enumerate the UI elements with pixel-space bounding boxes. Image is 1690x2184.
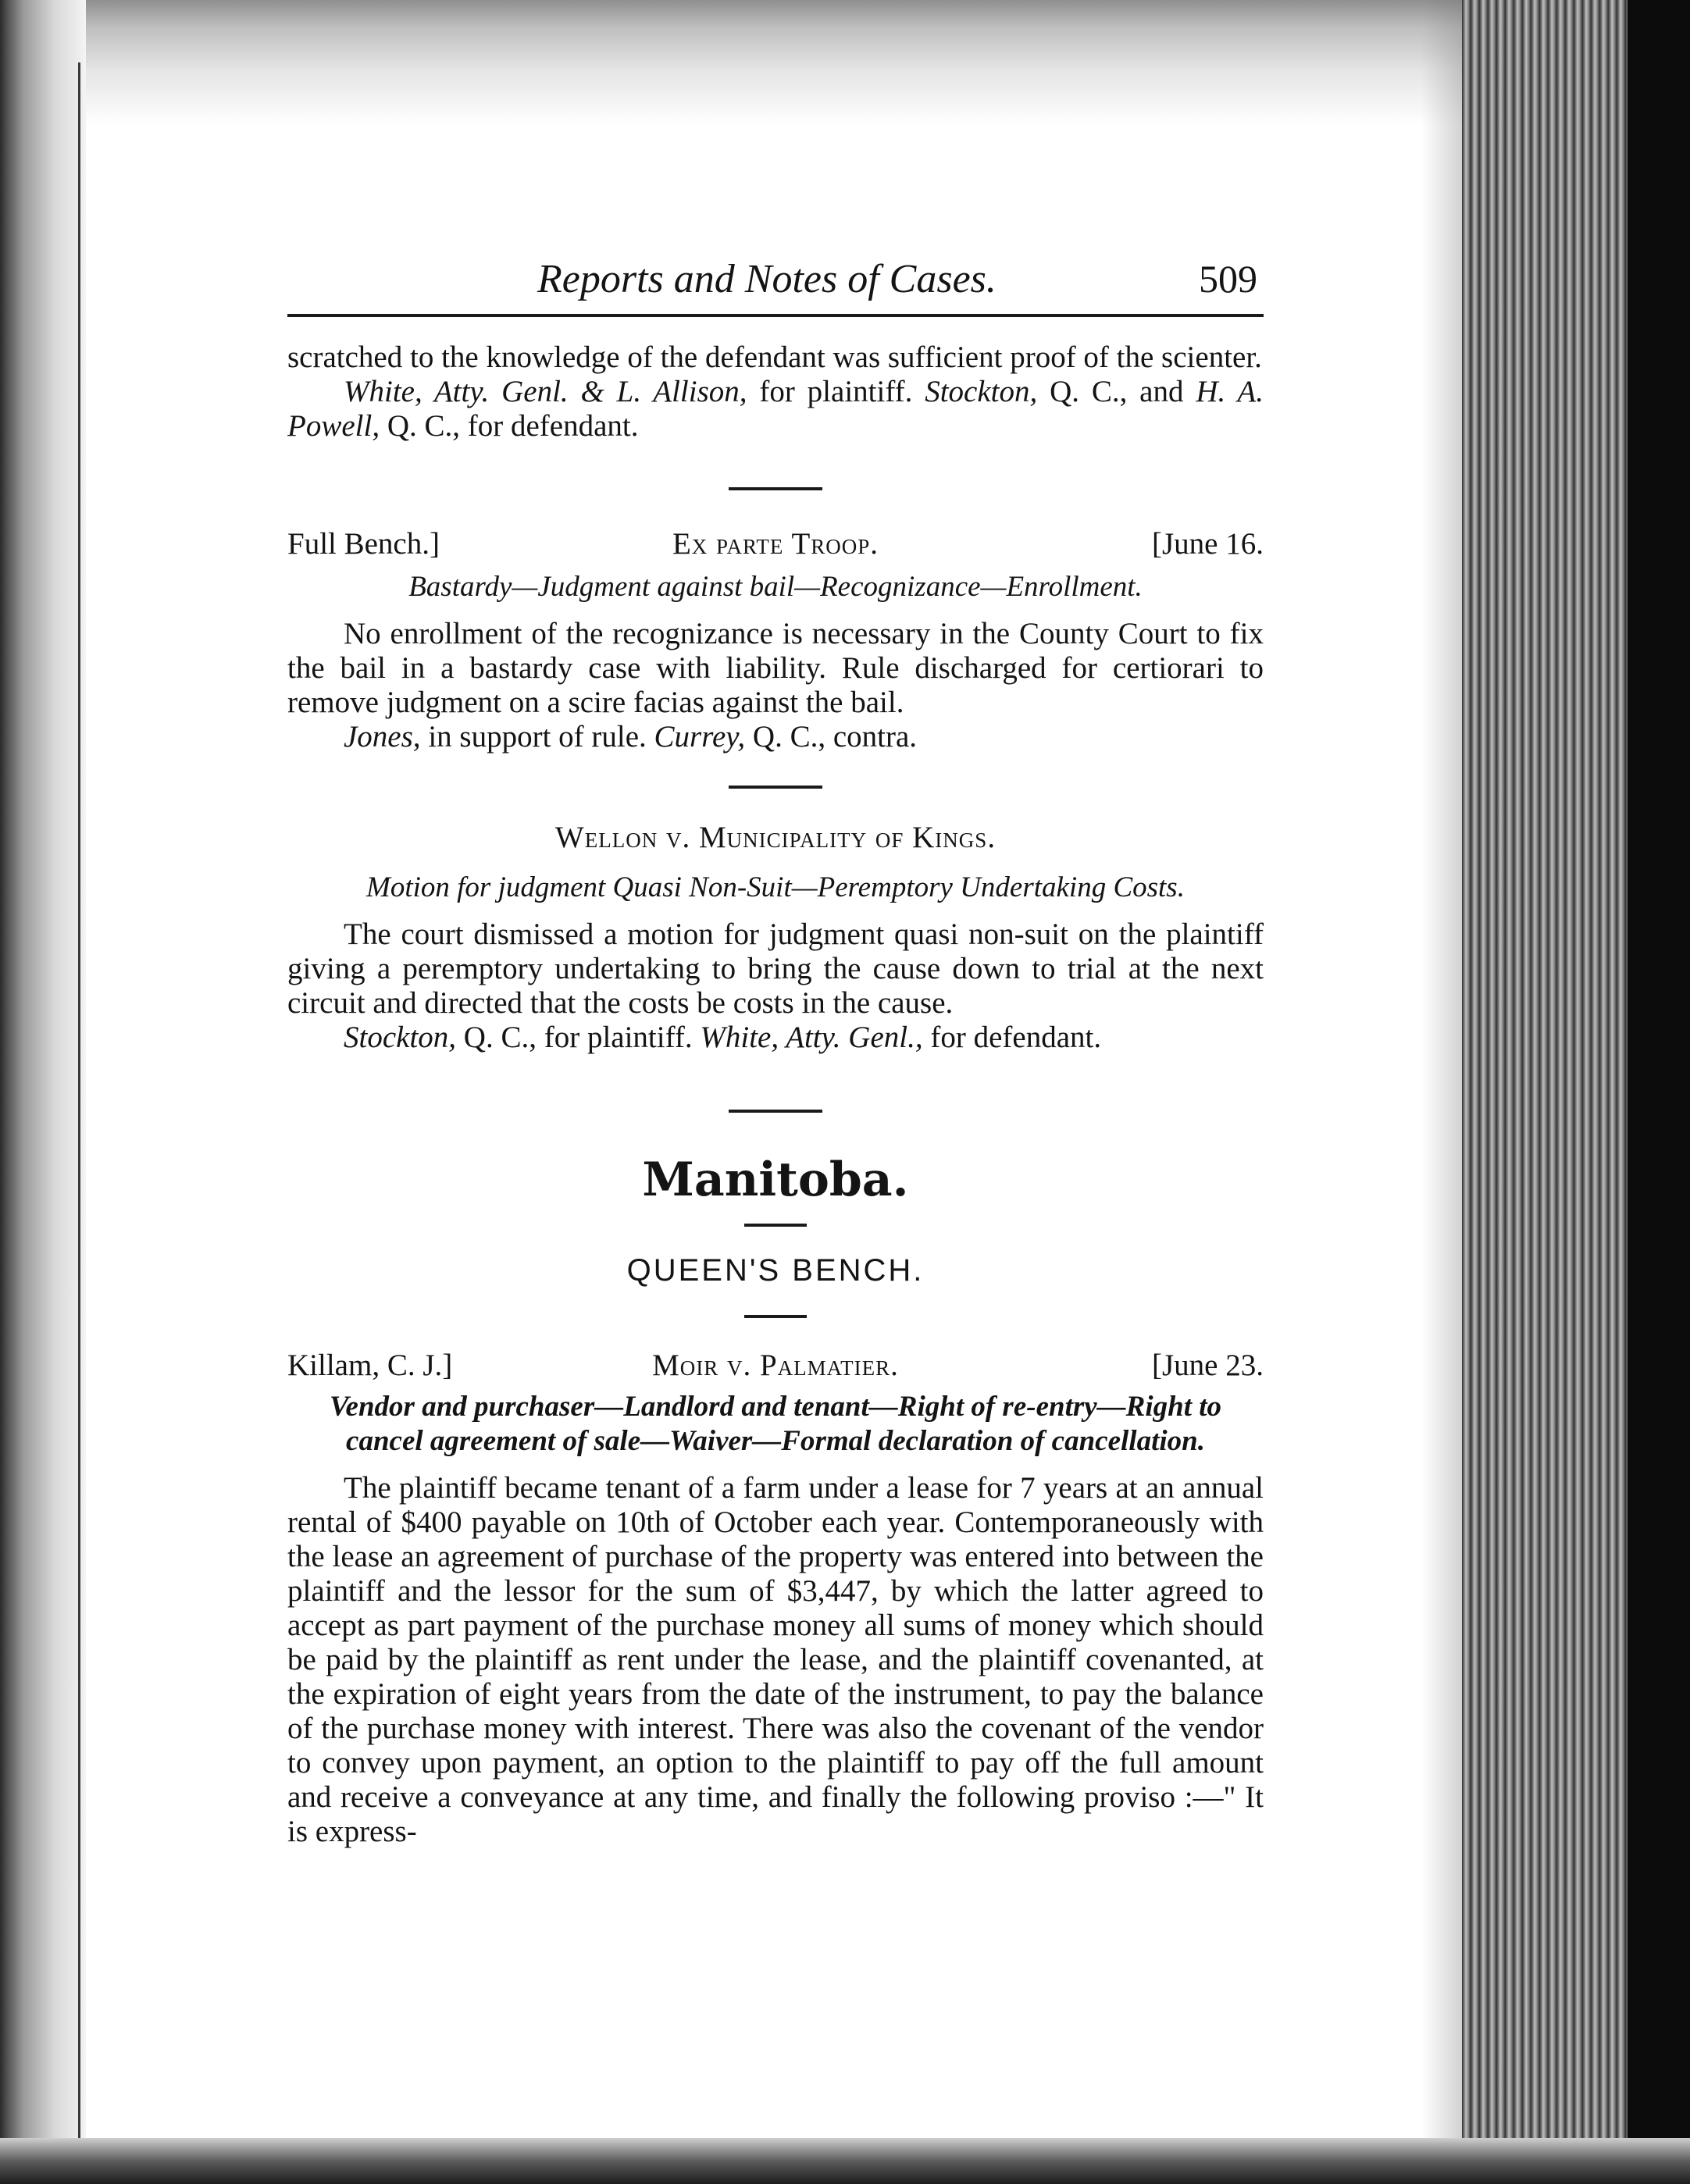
section-rule xyxy=(729,487,822,490)
counsel-line xyxy=(287,720,1264,754)
case-paragraph: The court dismissed a motion for judgment quasi non-suit on the plaintiff giving a peremptory undertaking to bring the cause down to trial at the next circuit and directed that the costs be costs in the cause. xyxy=(287,917,1264,1020)
section-rule xyxy=(729,1110,822,1113)
case-paragraph: The plaintiff became tenant of a farm under a lease for 7 years at an annual rental of $400 payable on 10th of October each year. Contemporaneously with the lease an agreement of purchase of the property was entered into between the plaintiff and the lessor for the sum of $3,447, by which the latter agreed to accept as part payment of the purchase money all sums of money which should be paid by the plaintiff as rent under the lease, and the plaintiff covenanted, at the expiration of eight years from the date of the instrument, to pay the balance of the purchase money with interest. There was also the covenant of the vendor to convey upon payment, an option to the plaintiff to pay off the full amount and receive a conveyance at any time, and finally the following proviso :—" It is express- xyxy=(287,1471,1264,1848)
scan-top-shadow xyxy=(0,0,1484,125)
counsel-names: White, Atty. Genl. & L. Allison, xyxy=(344,375,747,408)
case-headnote: Motion for judgment Quasi Non-Suit—Peremptory Undertaking Costs. xyxy=(366,871,1185,903)
counsel-text: for defendant. xyxy=(922,1021,1102,1054)
scan-right-border xyxy=(1628,0,1690,2184)
scan-bottom-shadow xyxy=(0,2138,1690,2184)
counsel-text: Q. C., for defendant. xyxy=(380,409,639,443)
case-date: [June 23. xyxy=(1152,1349,1264,1382)
case-name: Ex parte Troop. xyxy=(672,527,879,561)
counsel-names: Stockton, xyxy=(925,375,1038,408)
case-paragraph: No enrollment of the recognizance is necessary in the County Court to fix the bail in a bastardy case with liability. Rule discharged for certiorari to remove judgment on a scire facias against the bail. xyxy=(287,617,1264,719)
counsel-text: Q. C., contra. xyxy=(745,720,918,754)
case-name: Wellon v. Municipality of Kings. xyxy=(554,821,997,854)
page-number: 509 xyxy=(1199,257,1257,301)
continued-paragraph: scratched to the knowledge of the defendant was sufficient proof of the scienter. xyxy=(287,340,1262,374)
case-name: Moir v. Palmatier. xyxy=(652,1349,899,1382)
counsel-names: Jones, xyxy=(344,720,421,754)
case-headnote: Bastardy—Judgment against bail—Recognizance—Enrollment. xyxy=(408,571,1143,603)
headnote-line: Vendor and purchaser—Landlord and tenant—Right of re-entry—Right to xyxy=(329,1391,1222,1423)
case-date: [June 16. xyxy=(1152,527,1264,561)
counsel-text: in support of rule. xyxy=(420,720,654,754)
counsel-text: Q. C., and xyxy=(1037,375,1196,408)
scan-left-shadow xyxy=(0,0,86,2184)
case-court: Killam, C. J.] xyxy=(287,1349,453,1382)
page-content xyxy=(287,250,1264,1849)
case-headnote xyxy=(287,1390,1264,1459)
section-rule xyxy=(744,1315,807,1318)
province-heading: Manitoba. xyxy=(642,1153,909,1207)
scan-binding-line xyxy=(78,62,80,2184)
header-rule xyxy=(287,314,1264,317)
section-rule xyxy=(744,1224,807,1227)
court-heading: QUEEN'S BENCH. xyxy=(626,1253,925,1288)
running-title: Reports and Notes of Cases. xyxy=(537,257,997,301)
counsel-names: H. A. Powell, xyxy=(287,375,1264,443)
counsel-line xyxy=(287,1021,1264,1055)
case-court: Full Bench.] xyxy=(287,527,440,561)
section-rule xyxy=(729,786,822,789)
counsel-text: Q. C., for plaintiff. xyxy=(456,1021,701,1054)
headnote-line: cancel agreement of sale—Waiver—Formal declaration of cancellation. xyxy=(346,1425,1205,1457)
counsel-text: for plaintiff. xyxy=(747,375,925,408)
counsel-names: Currey, xyxy=(654,720,746,754)
counsel-names: White, Atty. Genl., xyxy=(700,1021,923,1054)
counsel-names: Stockton, xyxy=(344,1021,457,1054)
case-heading xyxy=(287,1348,1264,1385)
case-heading xyxy=(287,526,1264,564)
running-head xyxy=(287,250,1264,312)
counsel-line xyxy=(287,375,1264,444)
